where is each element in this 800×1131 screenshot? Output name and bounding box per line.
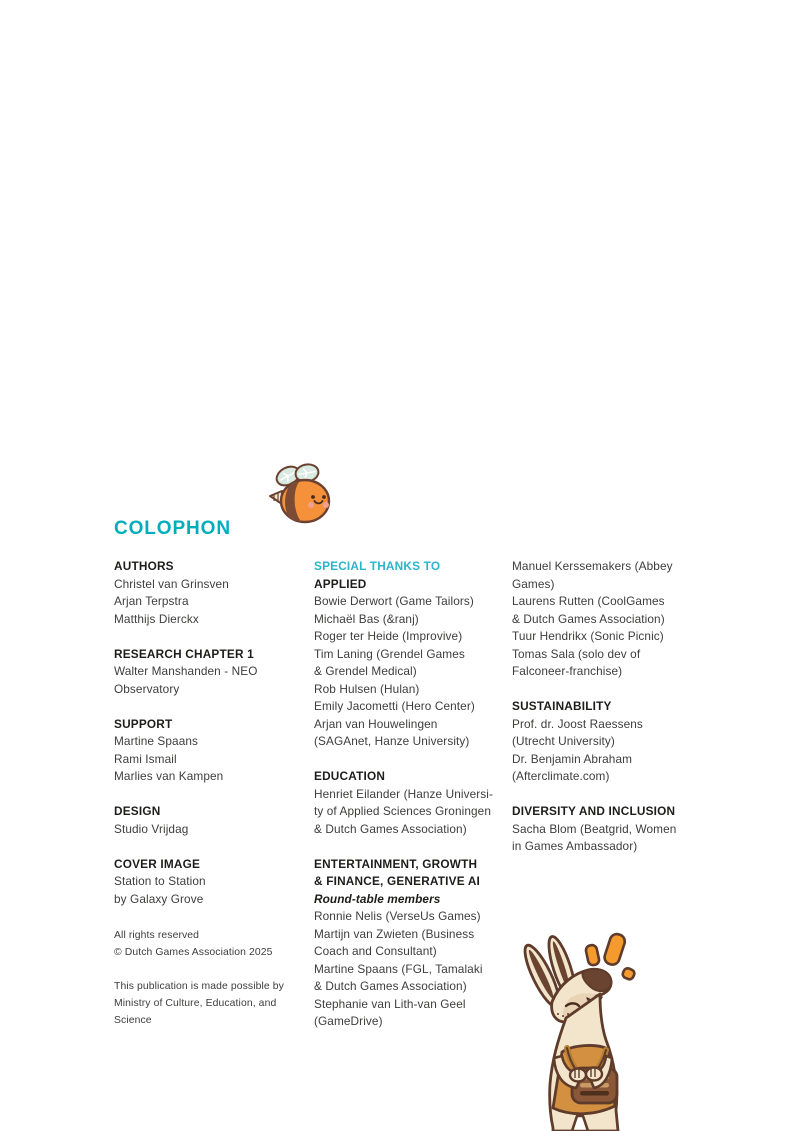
- section-heading: DESIGN: [114, 804, 161, 818]
- credit-line: Roger ter Heide (Improvive): [314, 629, 463, 643]
- credit-line: Bowie Derwort (Game Tailors): [314, 594, 474, 608]
- credit-line: Arjan Terpstra: [114, 594, 189, 608]
- section-heading: SUSTAINABILITY: [512, 699, 612, 713]
- legal-line: Ministry of Culture, Education, and: [114, 998, 277, 1009]
- credit-line: Coach and Consultant): [314, 944, 437, 958]
- credit-line: (SAGAnet, Hanze University): [314, 734, 470, 748]
- credit-line: Marlies van Kampen: [114, 769, 224, 783]
- column-credits: [114, 558, 310, 1046]
- credit-line: (Utrecht University): [512, 734, 615, 748]
- colophon-section: [114, 646, 310, 699]
- credit-line: Stephanie van Lith-van Geel: [314, 996, 466, 1011]
- credit-line: Dr. Benjamin Abraham: [512, 751, 633, 766]
- credit-line: (GameDrive): [314, 1014, 383, 1028]
- legal-line: © Dutch Games Association 2025: [114, 947, 273, 958]
- credit-line: (Afterclimate.com): [512, 769, 610, 783]
- colophon-section: [314, 558, 510, 751]
- credit-line: by Galaxy Grove: [114, 891, 204, 906]
- colophon-section: [314, 768, 510, 838]
- credit-line: & Dutch Games Association): [512, 611, 665, 626]
- colophon-section: [512, 803, 708, 856]
- credit-line: Tuur Hendrikx (Sonic Picnic): [512, 629, 664, 643]
- section-heading: SUPPORT: [114, 716, 173, 731]
- column-special-thanks: [314, 558, 510, 1048]
- credit-line: Prof. dr. Joost Raessens: [512, 716, 643, 731]
- credit-line: Matthijs Dierckx: [114, 611, 199, 626]
- credit-line: ty of Applied Sciences Groningen: [314, 804, 491, 818]
- credit-line: Walter Manshanden - NEO: [114, 664, 258, 678]
- credit-line: Henriet Eilander (Hanze Universi-: [314, 786, 494, 801]
- credit-line: Ronnie Nelis (VerseUs Games): [314, 909, 481, 923]
- legal-line: This publication is made possible by: [114, 981, 284, 992]
- section-heading: SPECIAL THANKS TO: [314, 559, 441, 573]
- credit-line: Laurens Rutten (CoolGames: [512, 594, 665, 608]
- credit-line: Martine Spaans (FGL, Tamalaki: [314, 961, 483, 976]
- credit-line: & Grendel Medical): [314, 664, 417, 678]
- bee-icon: [266, 461, 332, 525]
- colophon-section: [314, 856, 510, 1031]
- credit-line: Arjan van Houwelingen: [314, 716, 438, 731]
- colophon-section: [114, 558, 310, 628]
- section-heading: AUTHORS: [114, 559, 174, 573]
- legal-line: All rights reserved: [114, 930, 200, 941]
- colophon-section: [114, 856, 310, 909]
- section-heading: ENTERTAINMENT, GROWTH: [314, 856, 478, 871]
- credit-line: Rami Ismail: [114, 751, 177, 766]
- section-heading: COVER IMAGE: [114, 856, 201, 871]
- credit-line: Martine Spaans: [114, 734, 199, 748]
- credit-line: Falconeer-franchise): [512, 664, 623, 678]
- credit-line: Michaël Bas (&ranj): [314, 611, 419, 626]
- credit-line: Tomas Sala (solo dev of: [512, 646, 641, 661]
- credit-line: Tim Laning (Grendel Games: [314, 646, 465, 661]
- credit-line: Rob Hulsen (Hulan): [314, 681, 420, 696]
- section-subheading: APPLIED: [314, 576, 367, 591]
- colophon-section: [512, 698, 708, 786]
- credit-line: Christel van Grinsven: [114, 576, 229, 591]
- column-thanks-continued: [512, 558, 708, 873]
- colophon-section: [114, 803, 310, 838]
- colophon-section: [114, 716, 310, 786]
- credit-line: Station to Station: [114, 874, 206, 888]
- legal-section: [114, 978, 310, 1029]
- legal-block: [114, 927, 310, 1029]
- credit-line: Sacha Blom (Beatgrid, Women: [512, 821, 677, 836]
- roundtable-label: Round-table members: [314, 891, 441, 906]
- credit-line: Emily Jacometti (Hero Center): [314, 699, 475, 713]
- colophon-section: [512, 558, 708, 681]
- credit-line: & Dutch Games Association): [314, 979, 467, 993]
- credit-line: in Games Ambassador): [512, 839, 638, 853]
- legal-section: [114, 927, 310, 961]
- section-heading: RESEARCH CHAPTER 1: [114, 646, 254, 661]
- section-heading: EDUCATION: [314, 769, 386, 783]
- kangaroo-illustration: [510, 928, 644, 1131]
- bee-illustration: [266, 461, 332, 525]
- legal-line: Science: [114, 1015, 152, 1026]
- credit-line: Games): [512, 576, 555, 591]
- page-title: COLOPHON: [114, 518, 231, 539]
- section-heading: & FINANCE, GENERATIVE AI: [314, 874, 481, 888]
- credit-line: Manuel Kerssemakers (Abbey: [512, 559, 673, 573]
- credit-line: & Dutch Games Association): [314, 821, 467, 836]
- credit-line: Observatory: [114, 681, 180, 696]
- kangaroo-icon: [510, 928, 644, 1131]
- section-heading: DIVERSITY AND INCLUSION: [512, 804, 676, 818]
- credit-line: Studio Vrijdag: [114, 821, 189, 836]
- credit-line: Martijn van Zwieten (Business: [314, 926, 475, 941]
